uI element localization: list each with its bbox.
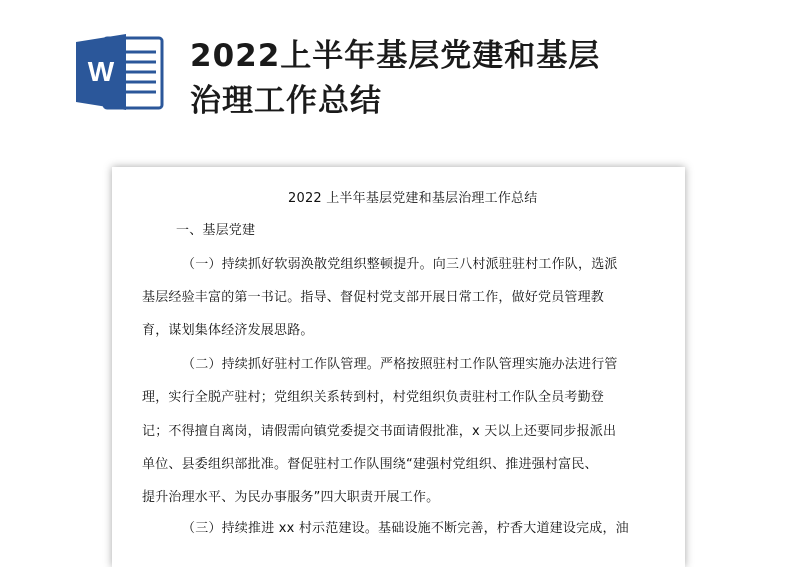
paragraph-line: （三）持续推进 xx 村示范建设。基础设施不断完善，柠香大道建设完成，油 [182, 521, 629, 536]
word-icon [74, 32, 164, 112]
paragraph-line: 提升治理水平、为民办事服务”四大职责开展工作。 [142, 490, 440, 505]
title-line: 2022上半年基层党建和基层 [190, 38, 601, 74]
paragraph-line: 记；不得擅自离岗，请假需向镇党委提交书面请假批准，x 天以上还要同步报派出 [142, 424, 617, 439]
document-page [112, 167, 685, 567]
paragraph-line: 理，实行全脱产驻村；党组织关系转到村，村党组织负责驻村工作队全员考勤登 [142, 390, 605, 405]
document-title: 2022 上半年基层党建和基层治理工作总结 [288, 191, 538, 206]
word-icon-letter: W [87, 56, 115, 87]
paragraph-line: （二）持续抓好驻村工作队管理。严格按照驻村工作队管理实施办法进行管 [182, 357, 618, 372]
page-title [190, 34, 600, 124]
paragraph-line: 单位、县委组织部批准。督促驻村工作队围绕“建强村党组织、推进强村富民、 [142, 457, 598, 472]
section-heading: 一、基层党建 [176, 223, 256, 238]
paragraph-line: （一）持续抓好软弱涣散党组织整顿提升。向三八村派驻驻村工作队，选派 [182, 257, 618, 272]
paragraph-line: 育，谋划集体经济发展思路。 [142, 323, 314, 338]
header [0, 0, 800, 150]
paragraph-line: 基层经验丰富的第一书记。指导、督促村党支部开展日常工作，做好党员管理教 [142, 290, 605, 305]
title-line: 治理工作总结 [190, 83, 382, 119]
